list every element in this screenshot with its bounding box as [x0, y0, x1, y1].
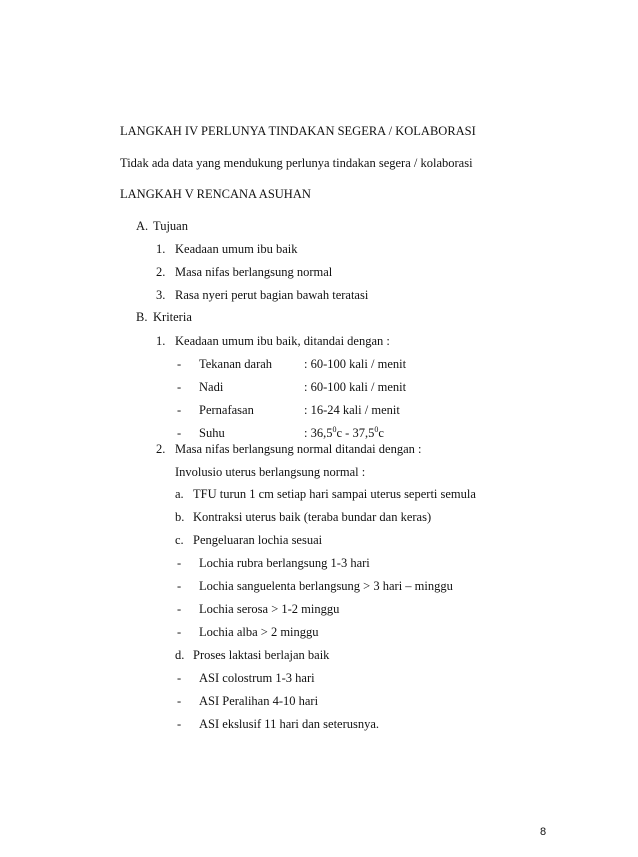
vital-name: Nadi [199, 380, 224, 394]
asi-dash: - [177, 694, 182, 708]
tujuan-item-text: Masa nifas berlangsung normal [175, 265, 333, 279]
sub-text: Kontraksi uterus baik (teraba bundar dan keras) [193, 510, 432, 524]
lochia-item: Lochia alba > 2 minggu [199, 625, 319, 639]
lochia-dash: - [177, 625, 182, 639]
tujuan-marker: A. [136, 219, 149, 233]
lochia-item: Lochia sanguelenta berlangsung > 3 hari – minggu [199, 579, 453, 593]
lochia-item: Lochia serosa > 1-2 minggu [199, 602, 340, 616]
suhu-sup-b: 0 [374, 424, 379, 434]
tujuan-item-num: 2. [156, 265, 166, 279]
sub-text: Pengeluaran lochia sesuai [193, 533, 323, 547]
kriteria-item-text: Masa nifas berlangsung normal ditandai dengan : [175, 442, 422, 456]
suhu-value-b: c - 37,5 [336, 426, 375, 440]
kriteria-item-num: 2. [156, 442, 166, 456]
vital-value: : 16-24 kali / menit [304, 403, 400, 417]
vital-name: Pernafasan [199, 403, 254, 417]
vital-dash: - [177, 426, 182, 440]
page-number: 8 [540, 826, 547, 838]
kriteria-heading: Kriteria [153, 310, 192, 324]
vital-value [304, 425, 384, 441]
asi-item: ASI ekslusif 11 hari dan seterusnya. [199, 717, 380, 731]
tujuan-heading: Tujuan [153, 219, 188, 233]
vital-dash: - [177, 403, 182, 417]
sub-text: Proses laktasi berlajan baik [193, 648, 330, 662]
vital-dash: - [177, 357, 182, 371]
asi-item: ASI colostrum 1-3 hari [199, 671, 315, 685]
kriteria-item-text: Keadaan umum ibu baik, ditandai dengan : [175, 334, 390, 348]
kriteria-item-num: 1. [156, 334, 166, 348]
vital-value: : 60-100 kali / menit [304, 357, 407, 371]
vital-value: : 60-100 kali / menit [304, 380, 407, 394]
suhu-value-a: : 36,5 [304, 426, 333, 440]
section-title-langkah-v: LANGKAH V RENCANA ASUHAN [120, 187, 311, 201]
tujuan-item-text: Rasa nyeri perut bagian bawah teratasi [175, 288, 369, 302]
lochia-dash: - [177, 602, 182, 616]
lochia-item: Lochia rubra berlangsung 1-3 hari [199, 556, 370, 570]
lochia-dash: - [177, 579, 182, 593]
vital-name: Suhu [199, 426, 225, 440]
asi-dash: - [177, 671, 182, 685]
sub-marker: b. [175, 510, 185, 524]
tujuan-item-num: 1. [156, 242, 166, 256]
tujuan-item-text: Keadaan umum ibu baik [175, 242, 298, 256]
sub-marker: d. [175, 648, 185, 662]
asi-item: ASI Peralihan 4-10 hari [199, 694, 319, 708]
suhu-value-c: c [378, 426, 384, 440]
lochia-dash: - [177, 556, 182, 570]
asi-dash: - [177, 717, 182, 731]
sub-text: TFU turun 1 cm setiap hari sampai uterus seperti semula [193, 487, 476, 501]
kriteria-marker: B. [136, 310, 148, 324]
tujuan-item-num: 3. [156, 288, 166, 302]
vital-name: Tekanan darah [199, 357, 273, 371]
suhu-sup-a: 0 [332, 424, 337, 434]
section-title-langkah-iv: LANGKAH IV PERLUNYA TINDAKAN SEGERA / KOLABORASI [120, 124, 476, 138]
vital-dash: - [177, 380, 182, 394]
langkah-iv-text: Tidak ada data yang mendukung perlunya tindakan segera / kolaborasi [120, 156, 473, 170]
sub-marker: a. [175, 487, 184, 501]
involusio-text: Involusio uterus berlangsung normal : [175, 465, 366, 479]
sub-marker: c. [175, 533, 184, 547]
